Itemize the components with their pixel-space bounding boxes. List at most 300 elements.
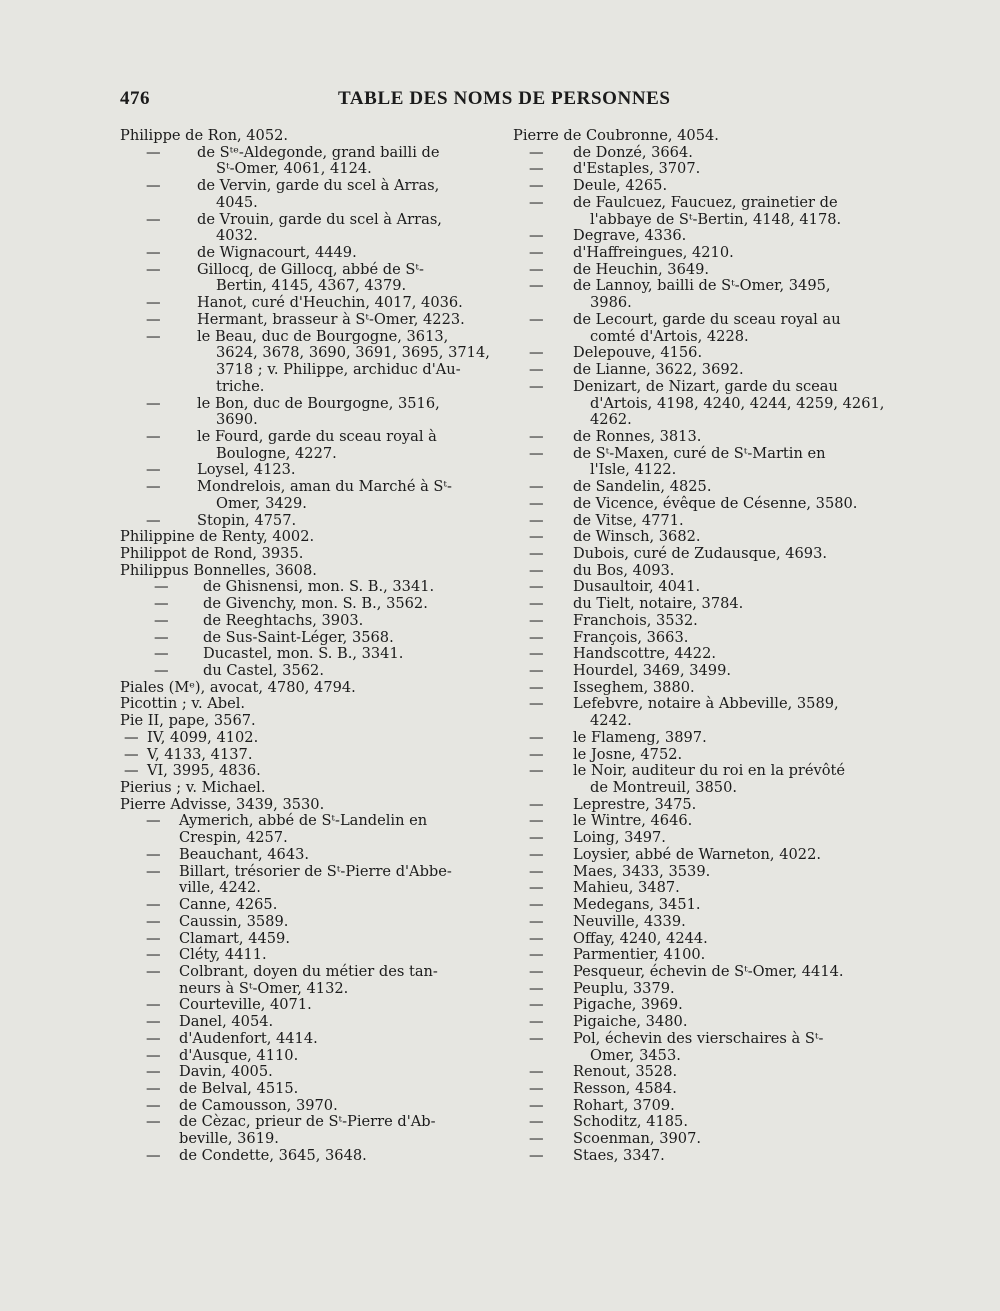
entry-text: Offay, 4240, 4244. — [573, 929, 708, 947]
entry-text: de Heuchin, 3649. — [573, 260, 710, 278]
entry-text: Staes, 3347. — [573, 1146, 665, 1164]
entry-text: 3690. — [216, 411, 258, 429]
entry-dash: — — [146, 327, 161, 345]
index-column-left — [120, 128, 490, 1165]
entry-text: de Sandelin, 4825. — [573, 478, 712, 496]
entry-dash: — — [529, 611, 544, 629]
index-entry — [513, 646, 888, 663]
entry-text: Degrave, 4336. — [573, 227, 687, 245]
index-entry — [513, 797, 888, 814]
index-entry — [120, 245, 490, 262]
index-entry-continuation — [513, 295, 888, 312]
entry-text: 3624, 3678, 3690, 3691, 3695, 3714, — [216, 344, 490, 362]
entry-text: Isseghem, 3880. — [573, 678, 695, 696]
entry-dash: — — [529, 979, 544, 997]
entry-text: Renout, 3528. — [573, 1063, 678, 1081]
index-entry — [513, 1081, 888, 1098]
entry-text: Lefebvre, notaire à Abbeville, 3589, — [573, 695, 839, 713]
entry-text: de Donzé, 3664. — [573, 143, 693, 161]
entry-text: de Givenchy, mon. S. B., 3562. — [203, 595, 428, 613]
entry-text: Stopin, 4757. — [197, 511, 297, 529]
entry-dash: — — [146, 1096, 161, 1114]
entry-dash: — — [529, 662, 544, 679]
entry-text: Piales (Mᵉ), avocat, 4780, 4794. — [120, 678, 356, 696]
entry-text: Pierius ; v. Michael. — [120, 779, 266, 797]
index-entry — [513, 997, 888, 1014]
entry-text: Philippus Bonnelles, 3608. — [120, 561, 317, 579]
entry-text: IV, 4099, 4102. — [147, 728, 259, 746]
entry-text: de Ronnes, 3813. — [573, 427, 702, 445]
index-entry — [120, 212, 490, 229]
index-entry — [120, 663, 490, 680]
entry-text: l'abbaye de Sᵗ-Bertin, 4148, 4178. — [590, 210, 842, 228]
entry-text: Delepouve, 4156. — [573, 344, 703, 362]
index-entry — [513, 981, 888, 998]
entry-text: 4242. — [590, 712, 632, 730]
index-entry-continuation — [120, 195, 490, 212]
running-title: TABLE DES NOMS DE PERSONNES — [338, 88, 671, 109]
entry-dash: — — [146, 394, 161, 412]
entry-text: de Lannoy, bailli de Sᵗ-Omer, 3495, — [573, 277, 831, 295]
entry-text: Peuplu, 3379. — [573, 979, 675, 997]
entry-text: de Condette, 3645, 3648. — [179, 1146, 367, 1164]
entry-text: de Faulcuez, Faucuez, grainetier de — [573, 193, 838, 211]
entry-text: de Vrouin, garde du scel à Arras, — [197, 210, 442, 228]
entry-text: Hermant, brasseur à Sᵗ-Omer, 4223. — [197, 310, 465, 328]
index-entry — [120, 696, 490, 713]
entry-dash: — — [529, 1029, 544, 1047]
index-entry — [513, 563, 888, 580]
entry-dash: — — [146, 210, 161, 228]
index-entry — [120, 145, 490, 162]
entry-dash: — — [529, 1096, 544, 1114]
index-entry-continuation — [120, 228, 490, 245]
entry-text: Denizart, de Nizart, garde du sceau — [573, 377, 838, 395]
index-entry — [120, 546, 490, 563]
entry-text: Mahieu, 3487. — [573, 879, 680, 897]
entry-text: Franchois, 3532. — [573, 611, 698, 629]
entry-dash: — — [154, 662, 169, 679]
entry-dash: — — [529, 862, 544, 880]
entry-text: Mondrelois, aman du Marché à Sᵗ- — [197, 478, 452, 496]
index-entry — [120, 529, 490, 546]
entry-dash: — — [529, 143, 544, 161]
entry-dash: — — [124, 762, 139, 780]
entry-text: Courteville, 4071. — [179, 996, 312, 1014]
entry-text: le Bon, duc de Bourgogne, 3516, — [197, 394, 440, 412]
index-entry-continuation — [513, 780, 888, 797]
index-entry — [513, 813, 888, 830]
entry-dash: — — [529, 695, 544, 713]
index-entry — [513, 312, 888, 329]
entry-text: de Lianne, 3622, 3692. — [573, 361, 744, 379]
index-entry — [513, 579, 888, 596]
index-entry — [513, 880, 888, 897]
entry-dash: — — [154, 611, 169, 629]
entry-dash: — — [529, 762, 544, 780]
entry-dash: — — [154, 595, 169, 613]
entry-text: de Belval, 4515. — [179, 1079, 299, 1097]
index-entry — [120, 128, 490, 145]
entry-dash: — — [146, 1113, 161, 1131]
entry-text: d'Artois, 4198, 4240, 4244, 4259, 4261, — [590, 394, 885, 412]
entry-dash: — — [529, 1113, 544, 1131]
entry-text: Pierre Advisse, 3439, 3530. — [120, 795, 325, 813]
entry-text: Picottin ; v. Abel. — [120, 695, 246, 713]
index-entry-continuation — [120, 362, 490, 379]
entry-dash: — — [529, 812, 544, 830]
entry-text: neurs à Sᵗ-Omer, 4132. — [179, 979, 349, 997]
entry-dash: — — [154, 645, 169, 663]
entry-dash: — — [146, 1063, 161, 1081]
entry-dash: — — [146, 929, 161, 947]
index-entry — [120, 596, 490, 613]
index-column-right — [513, 128, 888, 1165]
entry-dash: — — [529, 728, 544, 746]
entry-dash: — — [529, 478, 544, 496]
index-entry — [120, 864, 490, 881]
entry-dash: — — [146, 912, 161, 930]
index-entry — [120, 1048, 490, 1065]
index-entry — [513, 1098, 888, 1115]
entry-text: Medegans, 3451. — [573, 896, 701, 914]
entry-text: triche. — [216, 377, 265, 395]
index-entry — [513, 1064, 888, 1081]
index-entry — [120, 1014, 490, 1031]
entry-text: d'Haffreingues, 4210. — [573, 244, 734, 262]
entry-text: de Wignacourt, 4449. — [197, 244, 357, 262]
entry-text: Davin, 4005. — [179, 1063, 273, 1081]
entry-text: beville, 3619. — [179, 1130, 279, 1148]
index-entry — [513, 228, 888, 245]
entry-dash: — — [146, 996, 161, 1014]
index-entry — [513, 178, 888, 195]
index-entry — [120, 479, 490, 496]
entry-dash: — — [529, 227, 544, 245]
entry-dash: — — [529, 160, 544, 178]
index-entry — [120, 312, 490, 329]
index-entry — [513, 964, 888, 981]
index-entry — [513, 496, 888, 513]
index-entry — [120, 396, 490, 413]
entry-text: d'Audenfort, 4414. — [179, 1029, 318, 1047]
entry-text: Scoenman, 3907. — [573, 1130, 701, 1148]
entry-dash: — — [146, 1046, 161, 1064]
entry-dash: — — [146, 1029, 161, 1047]
index-entry — [120, 847, 490, 864]
entry-text: Pesqueur, échevin de Sᵗ-Omer, 4414. — [573, 962, 844, 980]
entry-dash: — — [529, 1146, 544, 1164]
entry-text: Bertin, 4145, 4367, 4379. — [216, 277, 407, 295]
entry-dash: — — [529, 912, 544, 930]
index-entry-continuation — [120, 379, 490, 396]
entry-text: 3986. — [590, 294, 632, 312]
index-entry — [513, 362, 888, 379]
entry-text: Philippine de Renty, 4002. — [120, 528, 315, 546]
entry-dash: — — [529, 795, 544, 813]
page-number: 476 — [120, 88, 150, 109]
entry-dash: — — [146, 294, 161, 312]
entry-text: Hourdel, 3469, 3499. — [573, 662, 732, 679]
entry-dash: — — [529, 1063, 544, 1081]
entry-dash: — — [529, 946, 544, 964]
entry-dash: — — [529, 561, 544, 579]
index-entry-continuation — [120, 496, 490, 513]
entry-dash: — — [146, 946, 161, 964]
entry-text: Pierre de Coubronne, 4054. — [513, 127, 719, 144]
index-entry — [120, 797, 490, 814]
entry-dash: — — [529, 544, 544, 562]
index-entry-continuation — [120, 412, 490, 429]
entry-text: de Winsch, 3682. — [573, 528, 701, 546]
index-entry — [513, 830, 888, 847]
entry-text: Crespin, 4257. — [179, 829, 288, 847]
entry-text: de Lecourt, garde du sceau royal au — [573, 310, 841, 328]
index-entry — [513, 513, 888, 530]
entry-text: de Reeghtachs, 3903. — [203, 611, 364, 629]
entry-text: Hanot, curé d'Heuchin, 4017, 4036. — [197, 294, 463, 312]
entry-dash: — — [529, 528, 544, 546]
entry-dash: — — [146, 310, 161, 328]
entry-dash: — — [529, 578, 544, 596]
index-entry — [120, 997, 490, 1014]
entry-text: du Tielt, notaire, 3784. — [573, 595, 744, 613]
entry-text: Handscottre, 4422. — [573, 645, 717, 663]
entry-text: Sᵗ-Omer, 4061, 4124. — [216, 160, 372, 178]
index-entry — [513, 1031, 888, 1048]
entry-text: Dusaultoir, 4041. — [573, 578, 701, 596]
entry-dash: — — [529, 896, 544, 914]
entry-dash: — — [529, 962, 544, 980]
index-entry — [120, 713, 490, 730]
index-entry — [120, 630, 490, 647]
entry-text: Omer, 3453. — [590, 1046, 681, 1064]
entry-text: 4262. — [590, 411, 632, 429]
index-entry — [513, 278, 888, 295]
entry-text: le Flameng, 3897. — [573, 728, 707, 746]
entry-text: du Bos, 4093. — [573, 561, 675, 579]
entry-dash: — — [529, 193, 544, 211]
entry-dash: — — [529, 1130, 544, 1148]
entry-text: l'Isle, 4122. — [590, 461, 677, 479]
index-entry — [120, 1148, 490, 1165]
entry-text: de Vervin, garde du scel à Arras, — [197, 177, 440, 195]
entry-text: François, 3663. — [573, 628, 689, 646]
entry-text: Neuville, 4339. — [573, 912, 686, 930]
index-entry — [513, 429, 888, 446]
index-entry — [513, 847, 888, 864]
entry-text: Philippe de Ron, 4052. — [120, 127, 289, 144]
index-entry — [120, 680, 490, 697]
index-entry — [513, 613, 888, 630]
entry-dash: — — [146, 427, 161, 445]
entry-dash: — — [529, 361, 544, 379]
index-entry — [120, 563, 490, 580]
index-entry-continuation — [120, 278, 490, 295]
index-entry — [513, 379, 888, 396]
index-entry — [513, 262, 888, 279]
entry-text: de Vitse, 4771. — [573, 511, 684, 529]
index-entry — [513, 446, 888, 463]
entry-dash: — — [529, 444, 544, 462]
index-entry — [513, 161, 888, 178]
entry-dash: — — [154, 628, 169, 646]
entry-text: de Cèzac, prieur de Sᵗ-Pierre d'Ab- — [179, 1113, 436, 1131]
index-entry — [513, 696, 888, 713]
entry-dash: — — [529, 377, 544, 395]
index-entry-continuation — [513, 396, 888, 413]
index-entry — [513, 931, 888, 948]
entry-dash: — — [529, 1079, 544, 1097]
entry-text: Dubois, curé de Zudausque, 4693. — [573, 544, 828, 562]
index-entry — [513, 864, 888, 881]
index-entry — [513, 1114, 888, 1131]
index-entry — [513, 529, 888, 546]
entry-text: Omer, 3429. — [216, 494, 307, 512]
entry-text: 4045. — [216, 193, 258, 211]
entry-dash: — — [146, 845, 161, 863]
index-entry — [120, 747, 490, 764]
entry-dash: — — [529, 427, 544, 445]
entry-text: ville, 4242. — [179, 879, 261, 897]
index-entry — [120, 947, 490, 964]
index-entry-continuation — [120, 880, 490, 897]
entry-text: V, 4133, 4137. — [147, 745, 253, 763]
entry-dash: — — [146, 862, 161, 880]
entry-dash: — — [146, 1079, 161, 1097]
entry-text: de Montreuil, 3850. — [590, 779, 738, 797]
entry-dash: — — [146, 461, 161, 479]
entry-text: Colbrant, doyen du métier des tan- — [179, 962, 438, 980]
index-entry — [513, 195, 888, 212]
entry-text: du Castel, 3562. — [203, 662, 324, 679]
entry-dash: — — [529, 260, 544, 278]
entry-dash: — — [529, 829, 544, 847]
index-entry — [513, 947, 888, 964]
index-entry — [513, 596, 888, 613]
index-entry — [120, 813, 490, 830]
index-entry-continuation — [513, 412, 888, 429]
entry-text: Pigaiche, 3480. — [573, 1013, 688, 1031]
entry-dash: — — [529, 845, 544, 863]
entry-dash: — — [146, 244, 161, 262]
index-entry — [120, 579, 490, 596]
entry-text: le Wintre, 4646. — [573, 812, 693, 830]
entry-dash: — — [529, 929, 544, 947]
entry-dash: — — [146, 260, 161, 278]
index-entry — [120, 964, 490, 981]
index-entry — [120, 780, 490, 797]
entry-text: Loysel, 4123. — [197, 461, 296, 479]
index-entry-continuation — [513, 1048, 888, 1065]
index-entry — [513, 546, 888, 563]
entry-text: VI, 3995, 4836. — [147, 762, 261, 780]
index-entry-continuation — [120, 830, 490, 847]
entry-dash: — — [146, 177, 161, 195]
entry-text: Canne, 4265. — [179, 896, 278, 914]
entry-text: Aymerich, abbé de Sᵗ-Landelin en — [179, 812, 428, 830]
index-entry — [120, 295, 490, 312]
index-entry — [513, 1014, 888, 1031]
entry-text: Maes, 3433, 3539. — [573, 862, 711, 880]
index-entry — [513, 1148, 888, 1165]
entry-text: Boulogne, 4227. — [216, 444, 337, 462]
entry-text: de Sus-Saint-Léger, 3568. — [203, 628, 394, 646]
index-entry — [120, 914, 490, 931]
entry-dash: — — [146, 962, 161, 980]
entry-dash: — — [124, 745, 139, 763]
index-entry — [120, 462, 490, 479]
entry-text: le Fourd, garde du sceau royal à — [197, 427, 437, 445]
entry-text: Leprestre, 3475. — [573, 795, 697, 813]
entry-dash: — — [146, 1146, 161, 1164]
entry-dash: — — [529, 595, 544, 613]
index-entry — [513, 763, 888, 780]
index-entry — [120, 429, 490, 446]
entry-dash: — — [529, 310, 544, 328]
entry-text: le Beau, duc de Bourgogne, 3613, — [197, 327, 449, 345]
index-entry — [120, 1114, 490, 1131]
index-entry — [513, 128, 888, 145]
index-entry — [120, 897, 490, 914]
entry-text: Ducastel, mon. S. B., 3341. — [203, 645, 404, 663]
index-entry — [120, 1031, 490, 1048]
index-entry-continuation — [120, 446, 490, 463]
index-entry — [120, 763, 490, 780]
index-entry — [120, 1064, 490, 1081]
index-entry — [120, 178, 490, 195]
entry-text: Parmentier, 4100. — [573, 946, 706, 964]
index-entry — [513, 145, 888, 162]
entry-dash: — — [529, 344, 544, 362]
entry-dash: — — [146, 1013, 161, 1031]
entry-text: de Camousson, 3970. — [179, 1096, 338, 1114]
index-entry-continuation — [513, 329, 888, 346]
entry-dash: — — [529, 1013, 544, 1031]
entry-text: le Josne, 4752. — [573, 745, 683, 763]
index-entry — [513, 479, 888, 496]
entry-dash: — — [529, 628, 544, 646]
entry-dash: — — [529, 494, 544, 512]
entry-text: Rohart, 3709. — [573, 1096, 675, 1114]
index-entry — [513, 630, 888, 647]
entry-dash: — — [529, 996, 544, 1014]
entry-text: de Vicence, évêque de Césenne, 3580. — [573, 494, 858, 512]
index-entry — [120, 646, 490, 663]
entry-text: 3718 ; v. Philippe, archiduc d'Au- — [216, 361, 461, 379]
entry-text: Schoditz, 4185. — [573, 1113, 688, 1131]
index-entry — [120, 329, 490, 346]
entry-text: Pigache, 3969. — [573, 996, 683, 1014]
entry-text: le Noir, auditeur du roi en la prévôté — [573, 762, 846, 780]
entry-dash: — — [529, 277, 544, 295]
entry-text: Danel, 4054. — [179, 1013, 274, 1031]
entry-text: Caussin, 3589. — [179, 912, 289, 930]
entry-text: Clamart, 4459. — [179, 929, 290, 947]
entry-text: d'Estaples, 3707. — [573, 160, 701, 178]
entry-dash: — — [529, 244, 544, 262]
index-entry-continuation — [513, 462, 888, 479]
entry-dash: — — [529, 879, 544, 897]
entry-dash: — — [146, 511, 161, 529]
index-entry — [513, 680, 888, 697]
entry-text: de Sᵗ-Maxen, curé de Sᵗ-Martin en — [573, 444, 826, 462]
entry-text: Cléty, 4411. — [179, 946, 267, 964]
entry-dash: — — [146, 478, 161, 496]
entry-text: comté d'Artois, 4228. — [590, 327, 749, 345]
entry-text: Loing, 3497. — [573, 829, 666, 847]
entry-dash: — — [146, 143, 161, 161]
